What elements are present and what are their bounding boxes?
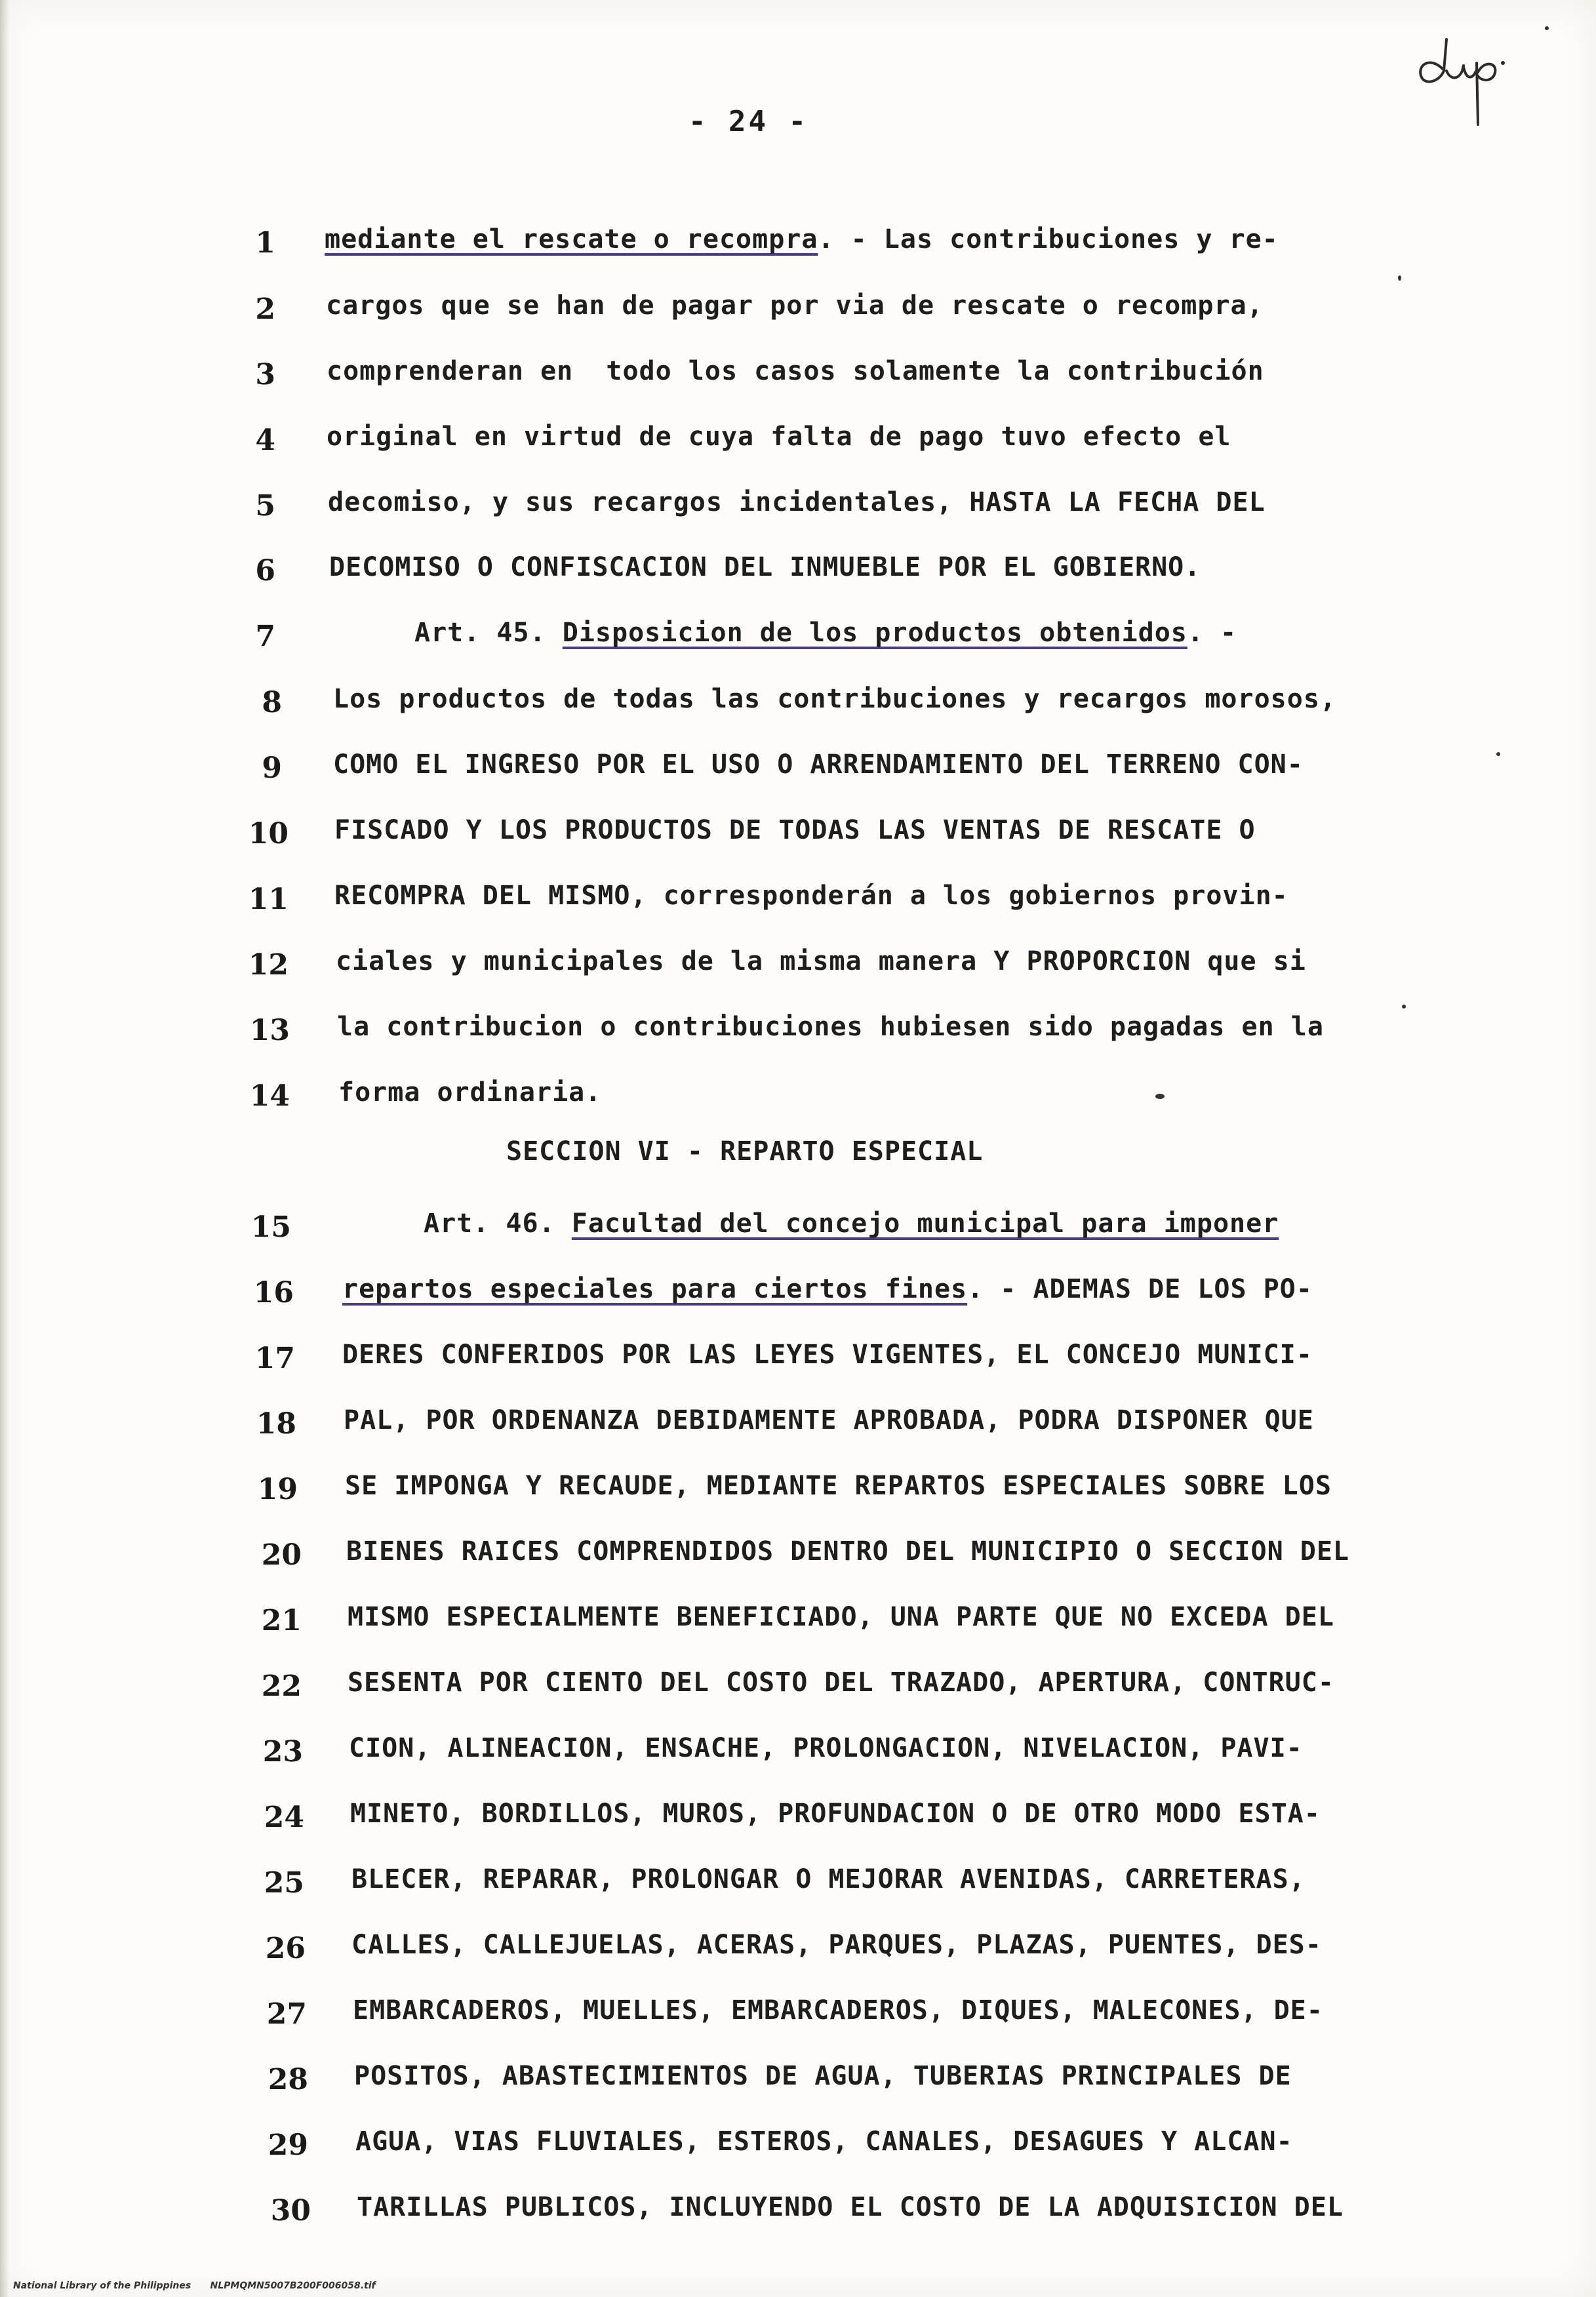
handwritten-note bbox=[1403, 20, 1508, 131]
text-line-9: COMO EL INGRESO POR EL USO O ARRENDAMIENTO DEL TERRENO CON- bbox=[333, 749, 1304, 780]
scan-speck bbox=[1155, 1094, 1165, 1099]
line-number: 8 bbox=[262, 686, 282, 719]
footer-credit: National Library of the Philippines bbox=[13, 2281, 191, 2291]
line-number: 7 bbox=[255, 620, 275, 653]
line-number: 14 bbox=[249, 1079, 290, 1113]
line-number: 27 bbox=[266, 1997, 307, 2031]
scan-speck bbox=[1545, 26, 1549, 30]
text-line-2: cargos que se han de pagar por via de rescate o recompra, bbox=[326, 290, 1264, 321]
article-title: Facultad del concejo municipal para imponer bbox=[571, 1208, 1279, 1239]
scan-edge-shadow bbox=[0, 0, 9, 2297]
line-number: 30 bbox=[270, 2194, 311, 2227]
article-label: Art. 45. bbox=[414, 618, 563, 648]
line-number: 24 bbox=[264, 1801, 304, 1834]
line-number: 16 bbox=[253, 1276, 294, 1309]
line-number: 9 bbox=[262, 751, 282, 785]
line-number: 20 bbox=[261, 1538, 302, 1572]
text-line-22: SESENTA POR CIENTO DEL COSTO DEL TRAZADO, APERTURA, CONTRUC- bbox=[348, 1668, 1334, 1698]
section-heading: SECCION VI - REPARTO ESPECIAL bbox=[506, 1136, 984, 1167]
scan-footer bbox=[13, 2281, 376, 2291]
text-line-17: DERES CONFERIDOS POR LAS LEYES VIGENTES, EL CONCEJO MUNICI- bbox=[342, 1340, 1313, 1370]
text-line-6: DECOMISO O CONFISCACION DEL INMUEBLE POR EL GOBIERNO. bbox=[329, 552, 1201, 582]
line-number: 17 bbox=[254, 1342, 295, 1375]
text-line-19: SE IMPONGA Y RECAUDE, MEDIANTE REPARTOS ESPECIALES SOBRE LOS bbox=[345, 1471, 1332, 1501]
scan-speck bbox=[1398, 275, 1401, 281]
text-line-11: RECOMPRA DEL MISMO, corresponderán a los gobiernos provin- bbox=[334, 881, 1288, 911]
footer-file-id: NLPMQMN5007B200F006058.tif bbox=[210, 2281, 376, 2291]
text-line-21: MISMO ESPECIALMENTE BENEFICIADO, UNA PARTE QUE NO EXCEDA DEL bbox=[348, 1602, 1334, 1632]
line-number: 5 bbox=[255, 489, 275, 523]
line-number: 28 bbox=[268, 2063, 308, 2096]
line-number: 25 bbox=[264, 1866, 304, 1900]
text-line-16 bbox=[342, 1274, 1313, 1304]
text-line-12: ciales y municipales de la misma manera Y PROPORCION que si bbox=[336, 946, 1306, 976]
text-line-24: MINETO, BORDILLOS, MUROS, PROFUNDACION O DE OTRO MODO ESTA- bbox=[350, 1799, 1321, 1829]
line-number: 19 bbox=[257, 1473, 298, 1506]
text-line-23: CION, ALINEACION, ENSACHE, PROLONGACION, NIVELACION, PAVI- bbox=[349, 1733, 1303, 1763]
line-number: 29 bbox=[268, 2128, 308, 2162]
article-label: Art. 46. bbox=[424, 1208, 572, 1239]
text-line-15 bbox=[424, 1208, 1279, 1239]
text-line-28: POSITOS, ABASTECIMIENTOS DE AGUA, TUBERIAS PRINCIPALES DE bbox=[354, 2061, 1292, 2091]
text-line-7 bbox=[414, 618, 1237, 648]
line-number: 18 bbox=[256, 1407, 296, 1441]
line-number: 22 bbox=[261, 1669, 302, 1703]
line-number: 3 bbox=[255, 358, 275, 391]
text-line-5: decomiso, y sus recargos incidentales, HASTA LA FECHA DEL bbox=[328, 487, 1266, 517]
text-line-8: Los productos de todas las contribuciones y recargos morosos, bbox=[333, 684, 1337, 714]
line-number: 23 bbox=[262, 1735, 303, 1768]
underlined-text: mediante el rescate o recompra bbox=[325, 224, 818, 254]
line-number: 2 bbox=[255, 292, 275, 326]
article-title-continued: repartos especiales para ciertos fines bbox=[342, 1274, 968, 1304]
text-fragment: . - bbox=[1187, 618, 1237, 648]
line-number: 10 bbox=[248, 817, 289, 850]
text-line-10: FISCADO Y LOS PRODUCTOS DE TODAS LAS VENTAS DE RESCATE O bbox=[334, 815, 1256, 845]
line-number: 15 bbox=[250, 1210, 291, 1244]
text-line-30: TARILLAS PUBLICOS, INCLUYENDO EL COSTO DE LA ADQUISICION DEL bbox=[357, 2192, 1344, 2222]
text-line-18: PAL, POR ORDENANZA DEBIDAMENTE APROBADA, PODRA DISPONER QUE bbox=[344, 1405, 1314, 1435]
text-line-29: AGUA, VIAS FLUVIALES, ESTEROS, CANALES, DESAGUES Y ALCAN- bbox=[355, 2127, 1293, 2157]
text-line-27: EMBARCADEROS, MUELLES, EMBARCADEROS, DIQUES, MALECONES, DE- bbox=[353, 1995, 1323, 2026]
text-line-1 bbox=[325, 224, 1279, 254]
line-number: 26 bbox=[265, 1932, 306, 1965]
line-number: 11 bbox=[248, 883, 289, 916]
text-line-20: BIENES RAICES COMPRENDIDOS DENTRO DEL MUNICIPIO O SECCION DEL bbox=[346, 1536, 1350, 1567]
page-number: - 24 - bbox=[688, 105, 808, 138]
scan-speck bbox=[1496, 752, 1500, 756]
text-fragment: . - Las contribuciones y re- bbox=[818, 224, 1279, 254]
text-line-25: BLECER, REPARAR, PROLONGAR O MEJORAR AVENIDAS, CARRETERAS, bbox=[351, 1864, 1306, 1894]
scan-speck bbox=[1402, 1005, 1406, 1009]
line-number: 4 bbox=[255, 424, 275, 457]
line-number: 13 bbox=[249, 1014, 290, 1047]
line-number: 12 bbox=[248, 948, 289, 982]
line-number: 21 bbox=[261, 1604, 302, 1637]
text-line-26: CALLES, CALLEJUELAS, ACERAS, PARQUES, PLAZAS, PUENTES, DES- bbox=[351, 1930, 1322, 1960]
line-number: 6 bbox=[255, 554, 275, 588]
text-line-3: comprenderan en todo los casos solamente la contribución bbox=[327, 356, 1264, 386]
article-title: Disposicion de los productos obtenidos bbox=[562, 618, 1187, 648]
text-line-13: la contribucion o contribuciones hubiesen sido pagadas en la bbox=[337, 1012, 1324, 1042]
text-line-4: original en virtud de cuya falta de pago tuvo efecto el bbox=[327, 422, 1231, 452]
text-line-14: forma ordinaria. bbox=[338, 1077, 602, 1108]
line-number: 1 bbox=[255, 226, 275, 260]
text-fragment: . - ADEMAS DE LOS PO- bbox=[967, 1274, 1313, 1304]
